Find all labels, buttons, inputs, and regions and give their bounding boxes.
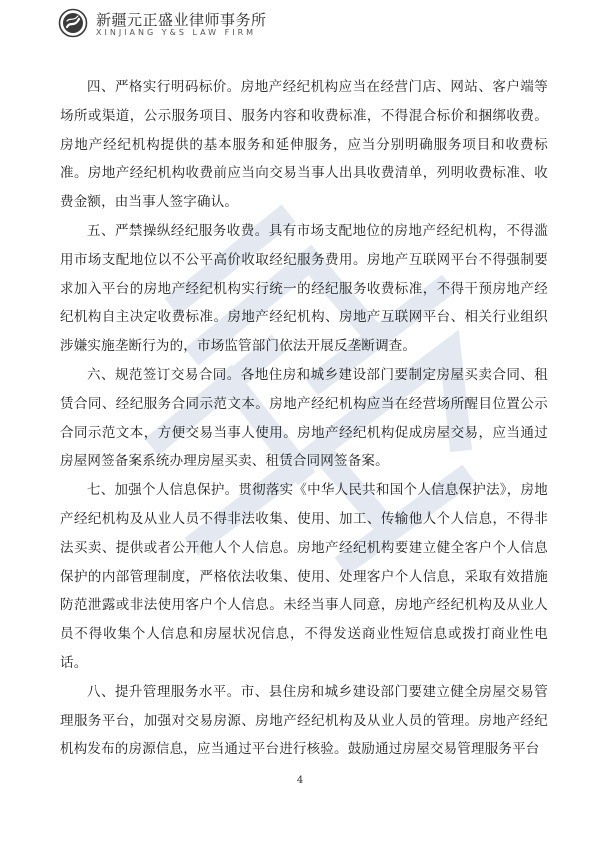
paragraph-8: 八、提升管理服务水平。市、县住房和城乡建设部门要建立健全房屋交易管理服务平台，加强对交易房源、房地产经纪机构及从业人员的管理。房地产经纪机构发布的房源信息，应当通过平台进行核验。鼓励通过房屋交易管理服务平台 [60, 683, 548, 758]
paragraph-5: 五、严禁操纵经纪服务收费。具有市场支配地位的房地产经纪机构，不得滥用市场支配地位以不公平高价收取经纪服务费用。房地产互联网平台不得强制要求加入平台的房地产经纪机构实行统一的经纪服务收费标准，不得干预房地产经纪机构自主决定收费标准。房地产经纪机构、房地产互联网平台、相关行业组织涉嫌实施垄断行为的，市场监管部门依法开展反垄断调查。 [60, 222, 548, 355]
paragraph-7: 七、加强个人信息保护。贯彻落实《中华人民共和国个人信息保护法》，房地产经纪机构及从业人员不得非法收集、使用、加工、传输他人个人信息，不得非法买卖、提供或者公开他人个人信息。房地产经纪机构要建立健全客户个人信息保护的内部管理制度，严格依法收集、使用、处理客户个人信息，采取有效措施防范泄露或非法使用客户个人信息。未经当事人同意，房地产经纪机构及从业人员不得收集个人信息和房屋状况信息，不得发送商业性短信息或拨打商业性电话。 [60, 482, 548, 671]
page-number: 4 [296, 775, 304, 786]
paragraph-4: 四、严格实行明码标价。房地产经纪机构应当在经营门店、网站、客户端等场所或渠道，公示服务项目、服务内容和收费标准，不得混合标价和捆绑收费。房地产经纪机构提供的基本服务和延伸服务，应当分别明确服务项目和收费标准。房地产经纪机构收费前应当向交易当事人出具收费清单，列明收费标准、收费金额，由当事人签字确认。 [60, 79, 548, 211]
page-header [30, 4, 570, 38]
firm-name-cn: 新疆元正盛业律师事务所 [96, 11, 267, 29]
firm-name-en: XINJIANG Y&S LAW FIRM [96, 28, 257, 37]
document-body [60, 73, 548, 764]
firm-logo-icon [58, 8, 88, 38]
paragraph-6: 六、规范签订交易合同。各地住房和城乡建设部门要制定房屋买卖合同、租赁合同、经纪服务合同示范文本。房地产经纪机构应当在经营场所醒目位置公示合同示范文本，方便交易当事人使用。房地产经纪机构促成房屋交易，应当通过房屋网签备案系统办理房屋买卖、租赁合同网签备案。 [60, 366, 548, 470]
